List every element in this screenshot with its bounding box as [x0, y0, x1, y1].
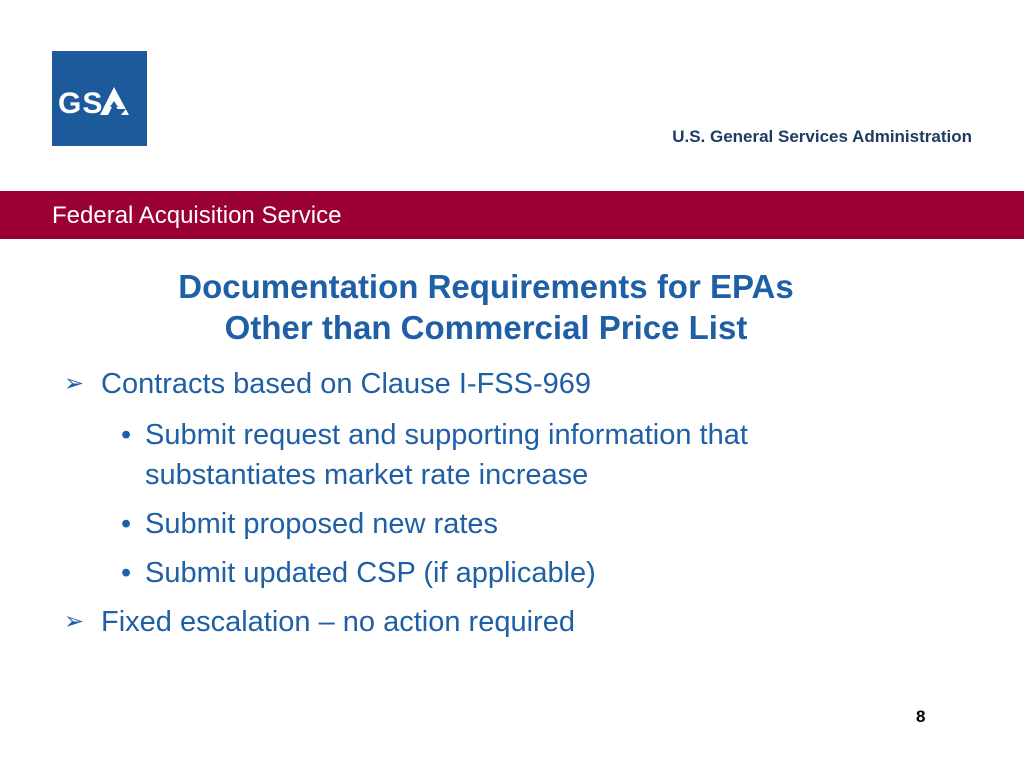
agency-name: U.S. General Services Administration: [672, 127, 972, 146]
sub-bullet-text: Submit request and supporting information that: [145, 419, 748, 451]
slide-title-line2: Other than Commercial Price List: [224, 309, 748, 346]
sub-bullet-text: Submit proposed new rates: [145, 508, 499, 540]
bullet-text: Contracts based on Clause I-FSS-969: [101, 368, 592, 400]
service-name: Federal Acquisition Service: [52, 202, 342, 229]
dot-bullet-icon: •: [121, 508, 132, 540]
dot-bullet-icon: •: [121, 419, 132, 451]
svg-text:GS: GS: [58, 87, 104, 120]
page-number: 8: [916, 707, 926, 726]
sub-bullet-text: substantiates market rate increase: [145, 459, 589, 491]
slide-title-line1: Documentation Requirements for EPAs: [178, 268, 794, 305]
arrow-bullet-icon: ➢: [64, 608, 85, 635]
slide-title: [0, 266, 972, 348]
gsa-logo: [52, 51, 147, 146]
gsa-logo-icon: [52, 51, 147, 146]
service-banner: [0, 191, 1024, 239]
dot-bullet-icon: •: [121, 557, 132, 589]
sub-bullet-text: Submit updated CSP (if applicable): [145, 557, 596, 589]
arrow-bullet-icon: ➢: [64, 370, 85, 397]
bullet-text: Fixed escalation – no action required: [101, 606, 575, 638]
